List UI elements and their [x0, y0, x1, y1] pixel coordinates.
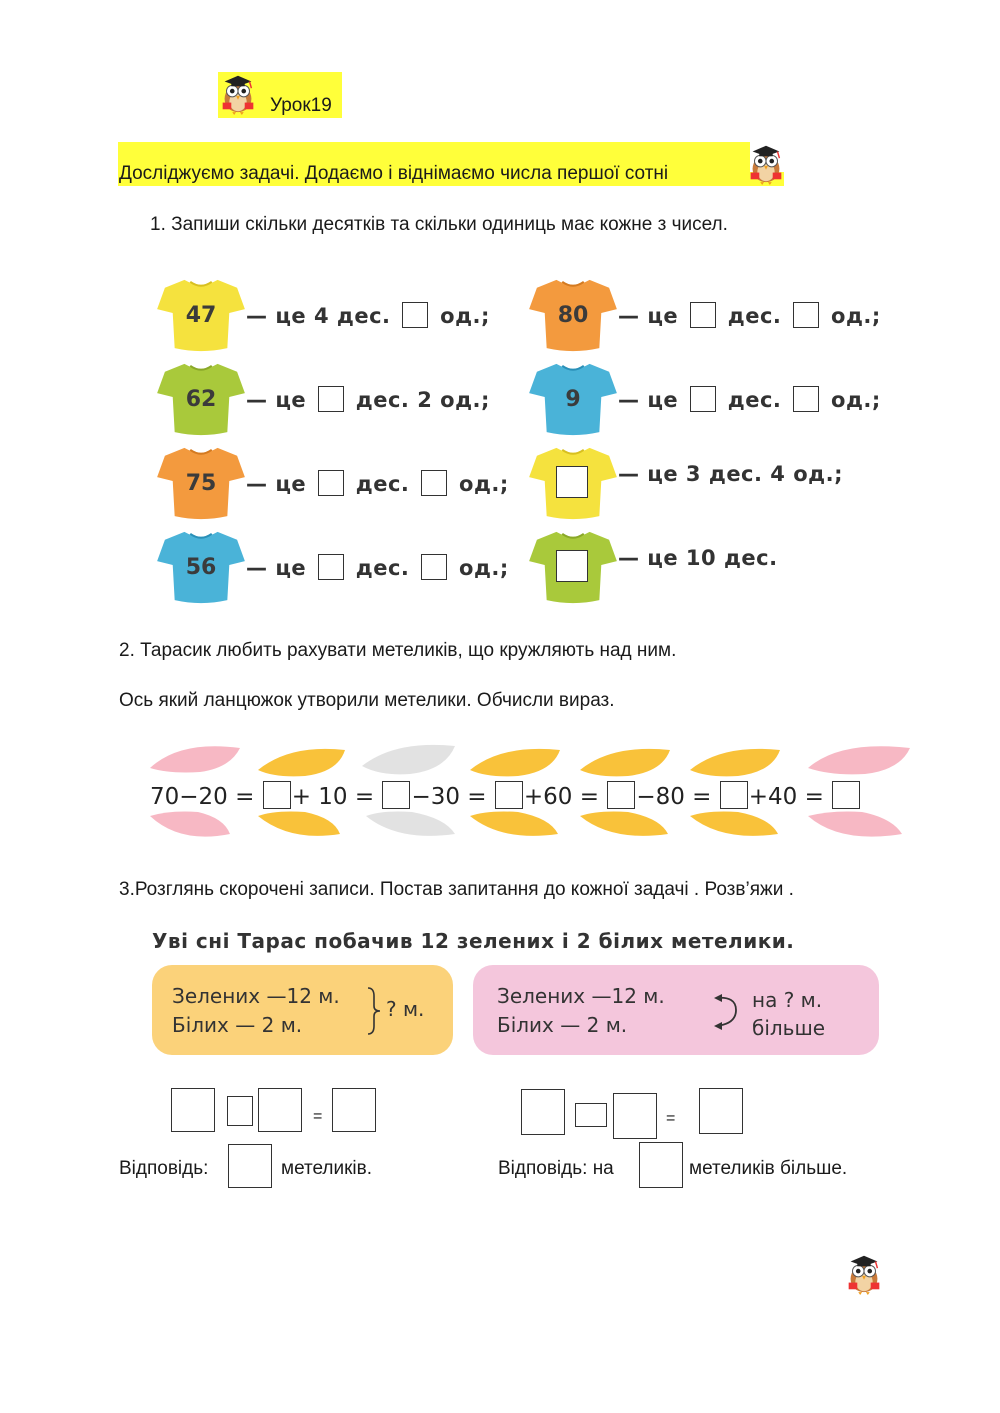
- task3-prompt: 3.Розглянь скорочені записи. Постав запитання до кожної задачі . Розв’яжи .: [119, 879, 794, 900]
- tens-answer-box[interactable]: [690, 302, 716, 328]
- task1-row: [618, 386, 881, 412]
- owl-mascot-icon: [746, 140, 786, 186]
- dash: —: [246, 556, 268, 580]
- chain-step: −30 =: [411, 784, 487, 810]
- task1-row: — це 3 дес. 4 од.;: [618, 462, 843, 486]
- equation-result-box[interactable]: [332, 1088, 376, 1132]
- equals-sign: =: [313, 1108, 323, 1125]
- shirt-number: 56: [185, 555, 217, 580]
- compare-arrow-icon: [712, 990, 746, 1034]
- answer2-prefix: Відповідь: на: [498, 1158, 614, 1179]
- equals-sign: =: [666, 1110, 676, 1127]
- answer2-box[interactable]: [639, 1142, 683, 1188]
- task1-row: [246, 386, 490, 412]
- equation-operator-box[interactable]: [575, 1103, 607, 1127]
- equation-number-box[interactable]: [171, 1088, 215, 1132]
- task1-prompt: 1. Запиши скільки десятків та скільки одиниць має кожне з чисел.: [150, 214, 728, 235]
- ones-answer-box[interactable]: [421, 554, 447, 580]
- shirt-number: 47: [185, 303, 217, 328]
- card2-question-line2: більше: [752, 1016, 826, 1040]
- lesson-subtitle: Досліджуємо задачі. Додаємо і віднімаємо числа першої сотні: [119, 163, 669, 184]
- task3-story: Уві сні Тарас побачив 12 зелених і 2 білих метелики.: [152, 929, 795, 953]
- ones-answer-box[interactable]: [793, 302, 819, 328]
- brace-icon: [366, 986, 382, 1036]
- dash: —: [246, 304, 268, 328]
- word-des: дес.: [355, 556, 410, 580]
- chain-step: −80 =: [636, 784, 712, 810]
- equation-result-box[interactable]: [699, 1088, 743, 1134]
- owl-mascot-icon: [218, 70, 258, 116]
- chain-step: +60 =: [523, 784, 600, 810]
- word-des: дес.: [336, 304, 391, 328]
- word-tse: це: [275, 472, 307, 496]
- chain-start: 70−20 =: [150, 784, 255, 810]
- tens-value: 4: [313, 304, 330, 328]
- equation-number-box[interactable]: [613, 1093, 657, 1139]
- word-tse: це: [275, 556, 307, 580]
- task1-row: [246, 554, 509, 580]
- chain-step: + 10 =: [291, 784, 375, 810]
- word-tse: це: [275, 304, 307, 328]
- number-answer-box[interactable]: [556, 466, 588, 498]
- chain-answer-box[interactable]: [607, 781, 635, 809]
- word-od: од.;: [459, 556, 509, 580]
- shirt-number: 75: [185, 471, 217, 496]
- tens-answer-box[interactable]: [318, 386, 344, 412]
- chain-answer-box[interactable]: [832, 781, 860, 809]
- dash: —: [246, 388, 268, 412]
- chain-answer-box[interactable]: [720, 781, 748, 809]
- ones-answer-box[interactable]: [793, 386, 819, 412]
- tens-answer-box[interactable]: [690, 386, 716, 412]
- task1-row: [618, 302, 881, 328]
- word-des: дес.: [727, 304, 782, 328]
- shirt-number: 80: [557, 303, 589, 328]
- equation-number-box[interactable]: [521, 1089, 565, 1135]
- tens-answer-box[interactable]: [318, 554, 344, 580]
- card1-line1: Зелених —12 м.: [172, 984, 340, 1008]
- word-des: дес.: [355, 472, 410, 496]
- word-od: од.;: [831, 388, 881, 412]
- word-od: од.;: [459, 472, 509, 496]
- word-tse: це: [647, 388, 679, 412]
- task1-row: [246, 302, 490, 328]
- answer1-prefix: Відповідь:: [119, 1158, 209, 1179]
- equation-operator-box[interactable]: [227, 1096, 253, 1126]
- tens-answer-box[interactable]: [318, 470, 344, 496]
- word-od: од.;: [440, 304, 490, 328]
- number-answer-box[interactable]: [556, 550, 588, 582]
- task1-row: [246, 470, 509, 496]
- shirt-number: 62: [185, 387, 217, 412]
- card1-line2: Білих — 2 м.: [172, 1013, 303, 1037]
- word-des: дес.: [355, 388, 410, 412]
- answer2-suffix: метеликів більше.: [689, 1158, 848, 1179]
- chain-answer-box[interactable]: [382, 781, 410, 809]
- lesson-title: Урок19: [270, 95, 332, 116]
- dash: —: [618, 388, 640, 412]
- shirt-number: 9: [565, 387, 581, 412]
- equation-number-box[interactable]: [258, 1088, 302, 1132]
- card1-question: ? м.: [386, 997, 425, 1021]
- answer1-box[interactable]: [228, 1144, 272, 1188]
- ones-answer-box[interactable]: [402, 302, 428, 328]
- card2-line2: Білих — 2 м.: [497, 1013, 628, 1037]
- task1-row: — це 10 дес.: [618, 546, 778, 570]
- chain-expression: [150, 781, 861, 810]
- word-tse: це: [647, 304, 679, 328]
- dash: —: [246, 472, 268, 496]
- owl-mascot-icon: [844, 1250, 884, 1296]
- word-od: од.;: [831, 304, 881, 328]
- card2-line1: Зелених —12 м.: [497, 984, 665, 1008]
- answer1-suffix: метеликів.: [281, 1158, 373, 1179]
- chain-step: +40 =: [748, 784, 824, 810]
- word-tse: це: [275, 388, 307, 412]
- ones-answer-box[interactable]: [421, 470, 447, 496]
- task2-line1: 2. Тарасик любить рахувати метеликів, що кружляють над ним.: [119, 640, 677, 661]
- task2-line2: Ось який ланцюжок утворили метелики. Обчисли вираз.: [119, 690, 615, 711]
- chain-answer-box[interactable]: [263, 781, 291, 809]
- dash: —: [618, 304, 640, 328]
- word-des: дес.: [727, 388, 782, 412]
- card2-question-line1: на ? м.: [752, 988, 823, 1012]
- chain-answer-box[interactable]: [495, 781, 523, 809]
- ones-value: 2: [417, 388, 433, 412]
- word-od: од.;: [440, 388, 490, 412]
